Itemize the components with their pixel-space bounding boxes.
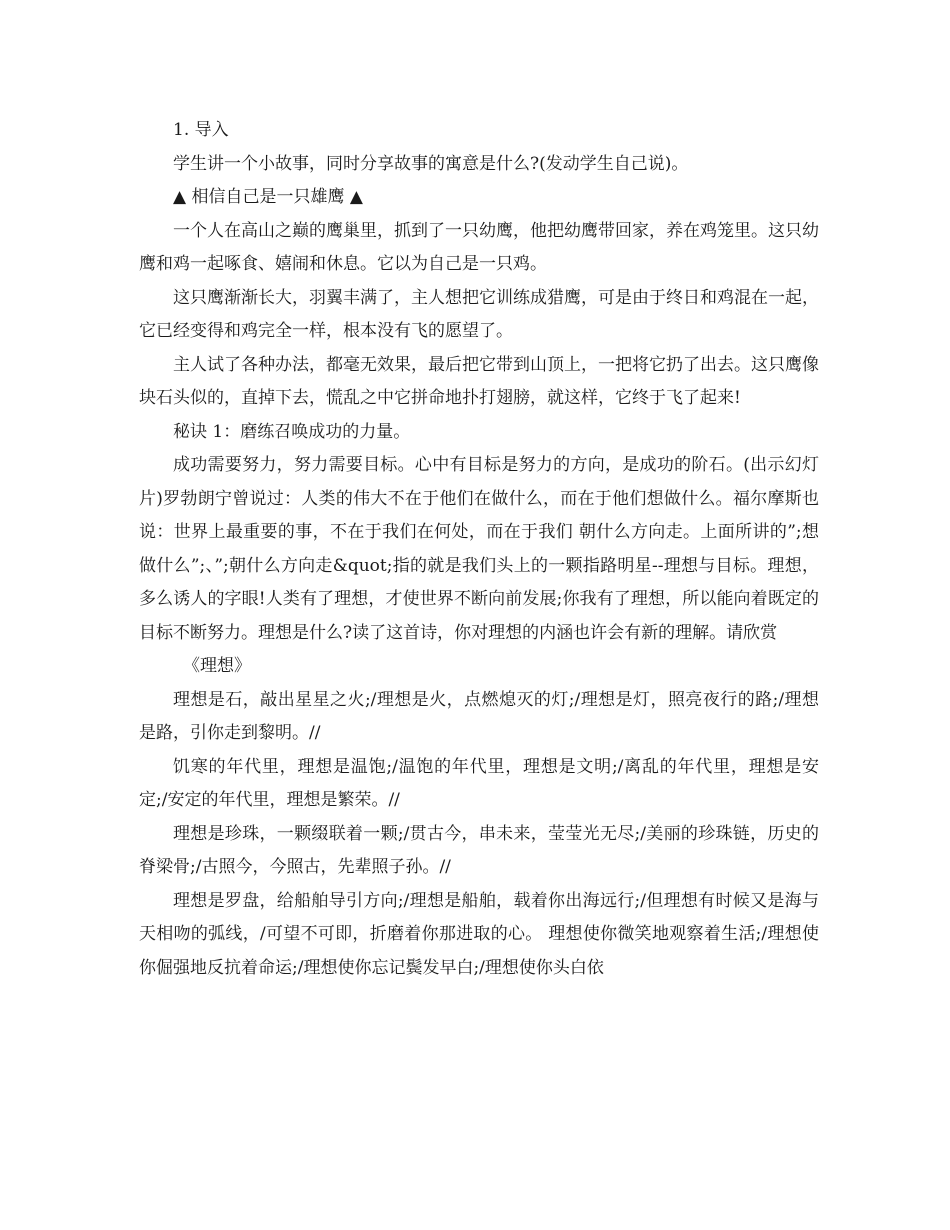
poem-stanza: 饥寒的年代里，理想是温饱;/温饱的年代里，理想是文明;/离乱的年代里，理想是安定;/安定的年代里，理想是繁荣。//: [139, 756, 819, 810]
paragraph: 这只鹰渐渐长大，羽翼丰满了，主人想把它训练成猎鹰，可是由于终日和鸡混在一起，它已经变得和鸡完全一样，根本没有飞的愿望了。: [139, 287, 819, 341]
paragraph: 主人试了各种办法，都毫无效果，最后把它带到山顶上，一把将它扔了出去。这只鹰像块石头似的，直掉下去，慌乱之中它拼命地扑打翅膀，就这样，它终于飞了起来!: [139, 354, 819, 408]
document-body: [139, 114, 819, 985]
poem-title: 《理想》: [183, 656, 251, 676]
poem-stanza: 理想是珍珠，一颗缀联着一颗;/贯古今，串未来，莹莹光无尽;/美丽的珍珠链，历史的脊梁骨;/古照今，今照古，先辈照子孙。//: [139, 823, 819, 877]
paragraph: 成功需要努力，努力需要目标。心中有目标是努力的方向，是成功的阶石。(出示幻灯片)罗勃朗宁曾说过：人类的伟大不在于他们在做什么，而在于他们想做什么。福尔摩斯也说：世界上最重要的事，不在于我们在何处，而在于我们 朝什么方向走。上面所讲的”;想做什么”;、”;朝什么方向走&quot;指的就是我们头上的一颗指路明星--理想与目标。理想，多么诱人的字眼!人类有了理想，才使世界不断向前发展;你我有了理想，所以能向着既定的目标不断努力。理想是什么?读了这首诗，你对理想的内涵也许会有新的理解。请欣赏: [139, 455, 819, 643]
story-title: ▲ 相信自己是一只雄鹰 ▲: [173, 187, 363, 207]
poem-stanza: 理想是石，敲出星星之火;/理想是火，点燃熄灭的灯;/理想是灯，照亮夜行的路;/理想是路，引你走到黎明。//: [139, 689, 819, 743]
poem-stanza: 理想是罗盘，给船舶导引方向;/理想是船舶，载着你出海远行;/但理想有时候又是海与天相吻的弧线，/可望不可即，折磨着你那进取的心。 理想使你微笑地观察着生活;/理想使你倔强地反抗着命运;/理想使你忘记鬓发早白;/理想使你头白依: [139, 890, 819, 978]
paragraph: 学生讲一个小故事，同时分享故事的寓意是什么?(发动学生自己说)。: [173, 153, 689, 174]
section-heading: 1. 导入: [173, 120, 229, 140]
paragraph: 一个人在高山之巅的鹰巢里，抓到了一只幼鹰，他把幼鹰带回家，养在鸡笼里。这只幼鹰和鸡一起啄食、嬉闹和休息。它以为自己是一只鸡。: [139, 220, 819, 274]
secret-heading: 秘诀 1：磨练召唤成功的力量。: [173, 421, 411, 442]
